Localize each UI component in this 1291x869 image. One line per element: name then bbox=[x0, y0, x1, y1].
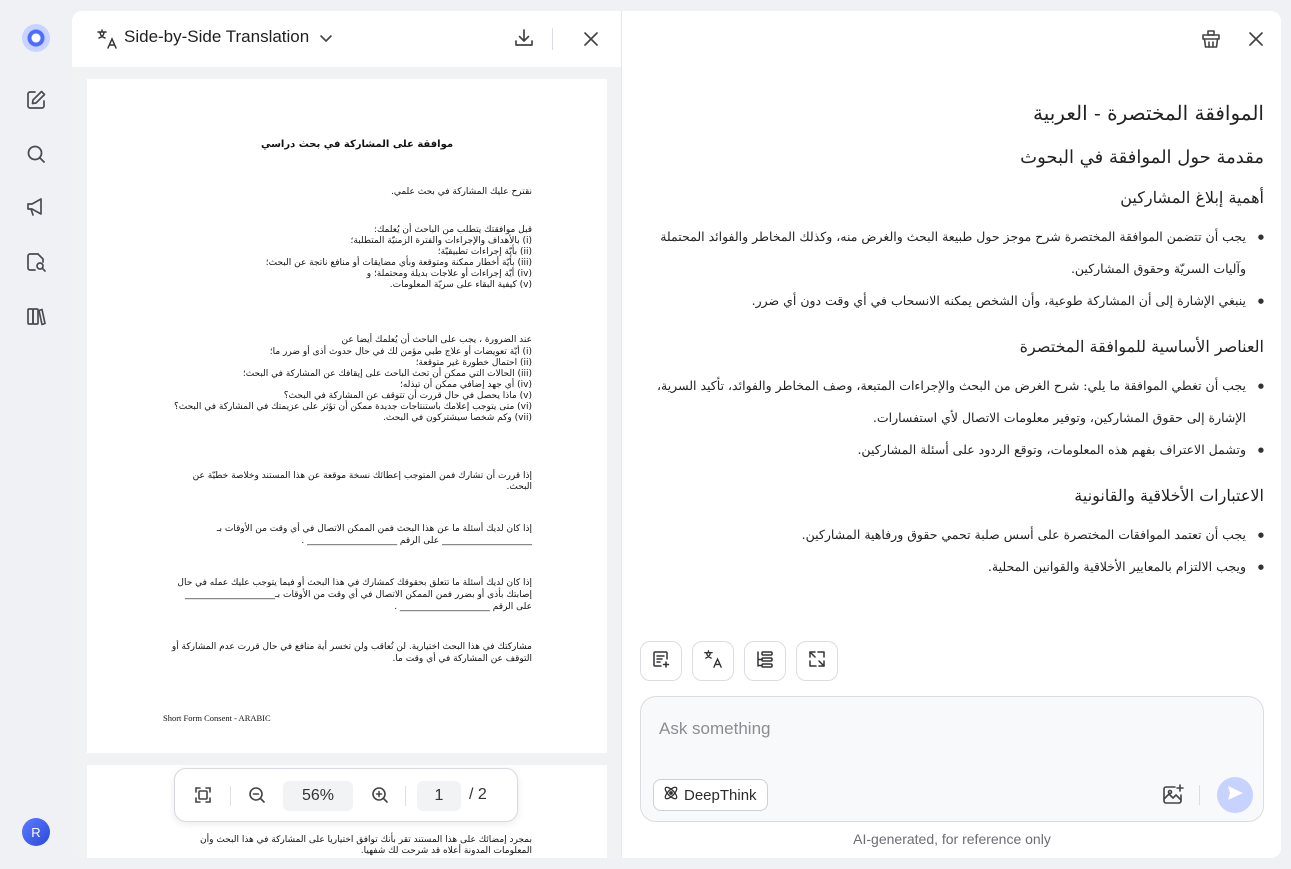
list-item: ● وتشمل الاعتراف بفهم هذه المعلومات، وتوقع الردود على أسئلة المشاركين. bbox=[652, 434, 1264, 466]
section-list bbox=[652, 221, 1264, 317]
toolbar-divider bbox=[405, 786, 406, 806]
pdf-list-item: (ii) بأيّة إجراءات تطبيقيّة؛ bbox=[437, 247, 532, 257]
download-icon[interactable] bbox=[513, 27, 535, 49]
disclaimer: AI-generated, for reference only bbox=[853, 831, 1051, 847]
input-divider bbox=[1199, 785, 1200, 805]
translation-title: الموافقة المختصرة - العربية bbox=[1032, 101, 1264, 125]
zoom-in-icon[interactable] bbox=[370, 785, 390, 805]
pdf-page2-line1: بمجرد إمضائك على هذا المستند تقر بأنك توافق اختياريا على المشاركة في هذا البحث وأن bbox=[200, 835, 532, 845]
page-number-input[interactable]: 1 bbox=[417, 781, 461, 811]
chevron-down-icon[interactable] bbox=[318, 30, 334, 46]
sidebar bbox=[0, 0, 72, 869]
zoom-toolbar bbox=[174, 768, 518, 822]
atom-icon bbox=[662, 784, 680, 806]
outline-icon bbox=[755, 649, 775, 673]
pdf-before-title: قبل موافقتك يتطلب من الباحث أن يُعلمك: bbox=[373, 225, 532, 235]
pdf-list-item: (v) ماذا يحصل في حال قررت أن تتوقف عن المشاركة في البحث؟ bbox=[283, 391, 532, 401]
fit-page-icon[interactable] bbox=[193, 785, 213, 805]
pdf-viewer[interactable] bbox=[72, 67, 621, 858]
pdf-page-1 bbox=[87, 79, 607, 753]
section-heading: أهمية إبلاغ المشاركين bbox=[1120, 188, 1264, 207]
pdf-list-item: (iii) بأيّة أخطار ممكنة ومتوقعة وبأي مضايقات أو منافع ناتجة عن البحث؛ bbox=[265, 258, 532, 268]
chat-panel bbox=[621, 11, 1281, 858]
pdf-before-list bbox=[167, 236, 532, 291]
image-attach-icon[interactable] bbox=[1161, 783, 1185, 807]
translate-icon bbox=[96, 28, 118, 50]
pdf-para-copy: إذا قررت أن تشارك فمن المتوجب إعطائك نسخة موقعة عن هذا المستند وخلاصة خطيّة عن البحث. bbox=[192, 471, 532, 492]
chat-input[interactable] bbox=[659, 719, 1179, 739]
swap-button[interactable] bbox=[796, 641, 838, 681]
pdf-list-item: (vii) وكم شخصا سيشتركون في البحث. bbox=[383, 413, 532, 423]
pdf-list-item: (ii) احتمال خطورة غير متوقعة؛ bbox=[415, 358, 532, 368]
new-chat-icon[interactable] bbox=[22, 86, 50, 114]
pdf-page2-line2: المعلومات المدونة أعلاه قد شرحت لك شفهيا. bbox=[360, 846, 532, 856]
translation-content bbox=[652, 91, 1264, 621]
section-list bbox=[652, 370, 1264, 466]
send-button[interactable] bbox=[1217, 777, 1253, 813]
document-panel bbox=[72, 11, 621, 858]
pdf-list-item: (i) بالأهداف والإجراءات والفترة الزمنيّة المتطلبة؛ bbox=[350, 236, 532, 246]
list-item: ● يجب أن تتضمن الموافقة المختصرة شرح موجز حول طبيعة البحث والغرض منه، وكذلك المخاطر والفوائد المحتملة وآليات السريّة وحقوق المشاركين. bbox=[652, 221, 1264, 285]
pdf-para-voluntary: مشاركتك في هذا البحث اختيارية. لن تُعاقب ولن تخسر أية منافع في حال قررت عدم المشاركة أو التوقف عن المشاركة في أي وقت ما. bbox=[171, 642, 532, 664]
send-icon bbox=[1225, 783, 1245, 807]
summarize-icon bbox=[651, 649, 671, 673]
page-total: / 2 bbox=[469, 786, 487, 803]
pdf-needed-title: عند الضرورة ، يجب على الباحث أن يُعلمك أيضا عن bbox=[341, 335, 532, 345]
document-panel-header bbox=[72, 11, 621, 67]
summarize-button[interactable] bbox=[640, 641, 682, 681]
translate-button[interactable] bbox=[692, 641, 734, 681]
pdf-para-contact: إذا كان لديك أسئلة ما عن هذا البحث فمن الممكن الاتصال في أي وقت من الأوقات بـ ____________________ على الرقم ____________________ . bbox=[216, 524, 532, 546]
list-item: ● ينبغي الإشارة إلى أن المشاركة طوعية، وأن الشخص يمكنه الانسحاب في أي وقت دون أي ضرر. bbox=[652, 285, 1264, 317]
section-list bbox=[652, 519, 1264, 583]
pdf-list-item: (iv) أيّة إجراءات أو علاجات بديلة ومحتملة؛ و bbox=[366, 269, 532, 279]
document-panel-title[interactable]: Side-by-Side Translation bbox=[124, 27, 310, 46]
header-divider bbox=[552, 28, 553, 50]
translation-intro-heading: مقدمة حول الموافقة في البحوث bbox=[1020, 147, 1264, 168]
pdf-needed-list bbox=[147, 347, 532, 424]
chat-input-box bbox=[640, 696, 1264, 822]
outline-button[interactable] bbox=[744, 641, 786, 681]
section-heading: الاعتبارات الأخلاقية والقانونية bbox=[1074, 486, 1264, 505]
zoom-out-icon[interactable] bbox=[247, 785, 267, 805]
deepthink-button[interactable] bbox=[653, 779, 768, 811]
close-icon[interactable] bbox=[580, 28, 602, 50]
section-heading: العناصر الأساسية للموافقة المختصرة bbox=[1019, 337, 1264, 356]
pdf-list-item: (iii) الحالات التي ممكن أن تحث الباحث على إيقافك عن المشاركة في البحث؛ bbox=[242, 369, 532, 379]
clear-icon[interactable] bbox=[1200, 28, 1222, 50]
close-icon[interactable] bbox=[1245, 28, 1267, 50]
pdf-intro: نقترح عليك المشاركة في بحث علمي. bbox=[390, 187, 532, 197]
toolbar-divider bbox=[230, 786, 231, 806]
pdf-heading: موافقة على المشاركة في بحث دراسي bbox=[260, 139, 454, 150]
deepthink-label: DeepThink bbox=[684, 786, 757, 804]
pdf-list-item: (i) أيّة تعويضات أو علاج طبي مؤمن لك في حال حدوث أذى أو ضرر ما؛ bbox=[269, 347, 532, 357]
logo-icon[interactable] bbox=[22, 24, 50, 52]
content-fade bbox=[622, 591, 1281, 631]
list-item: ● يجب أن تغطي الموافقة ما يلي: شرح الغرض من البحث والإجراءات المتبعة، وصف المخاطر والفوائد، تأكيد السرية، الإشارة إلى حقوق المشاركين، وتوفير معلومات الاتصال لأي استفسارات. bbox=[652, 370, 1264, 434]
translate-icon bbox=[703, 649, 723, 673]
zoom-level[interactable]: 56% bbox=[283, 781, 353, 811]
pdf-footer: Short Form Consent - ARABIC bbox=[163, 713, 271, 723]
swap-icon bbox=[807, 649, 827, 673]
avatar[interactable]: R bbox=[22, 818, 50, 846]
search-icon[interactable] bbox=[22, 140, 50, 168]
megaphone-icon[interactable] bbox=[22, 193, 50, 221]
pdf-list-item: (vi) متى يتوجب إعلامك باستنتاجات جديدة ممكن أن تؤثر على عزيمتك في المشاركة في البحث؟ bbox=[174, 402, 532, 412]
pdf-para-rights: إذا كان لديك أسئلة ما تتعلق بحقوقك كمشارك في هذا البحث أو فيما يتوجب عليك عمله في حال إصابتك بأذى أو بضرر فمن الممكن الاتصال في أي وقت من الأوقات بـ____________________ على الرقم ____________________ . bbox=[177, 578, 532, 612]
pdf-list-item: (iv) أي جهد إضافي ممكن أن تبذله؛ bbox=[399, 380, 532, 390]
pdf-list-item: (v) كيفية البقاء على سريّة المعلومات. bbox=[389, 280, 532, 290]
list-item: ● يجب أن تعتمد الموافقات المختصرة على أسس صلبة تحمي حقوق ورفاهية المشاركين. bbox=[652, 519, 1264, 551]
library-icon[interactable] bbox=[22, 302, 50, 330]
doc-search-icon[interactable] bbox=[22, 248, 50, 276]
list-item: ● ويجب الالتزام بالمعايير الأخلاقية والقوانين المحلية. bbox=[652, 551, 1264, 583]
